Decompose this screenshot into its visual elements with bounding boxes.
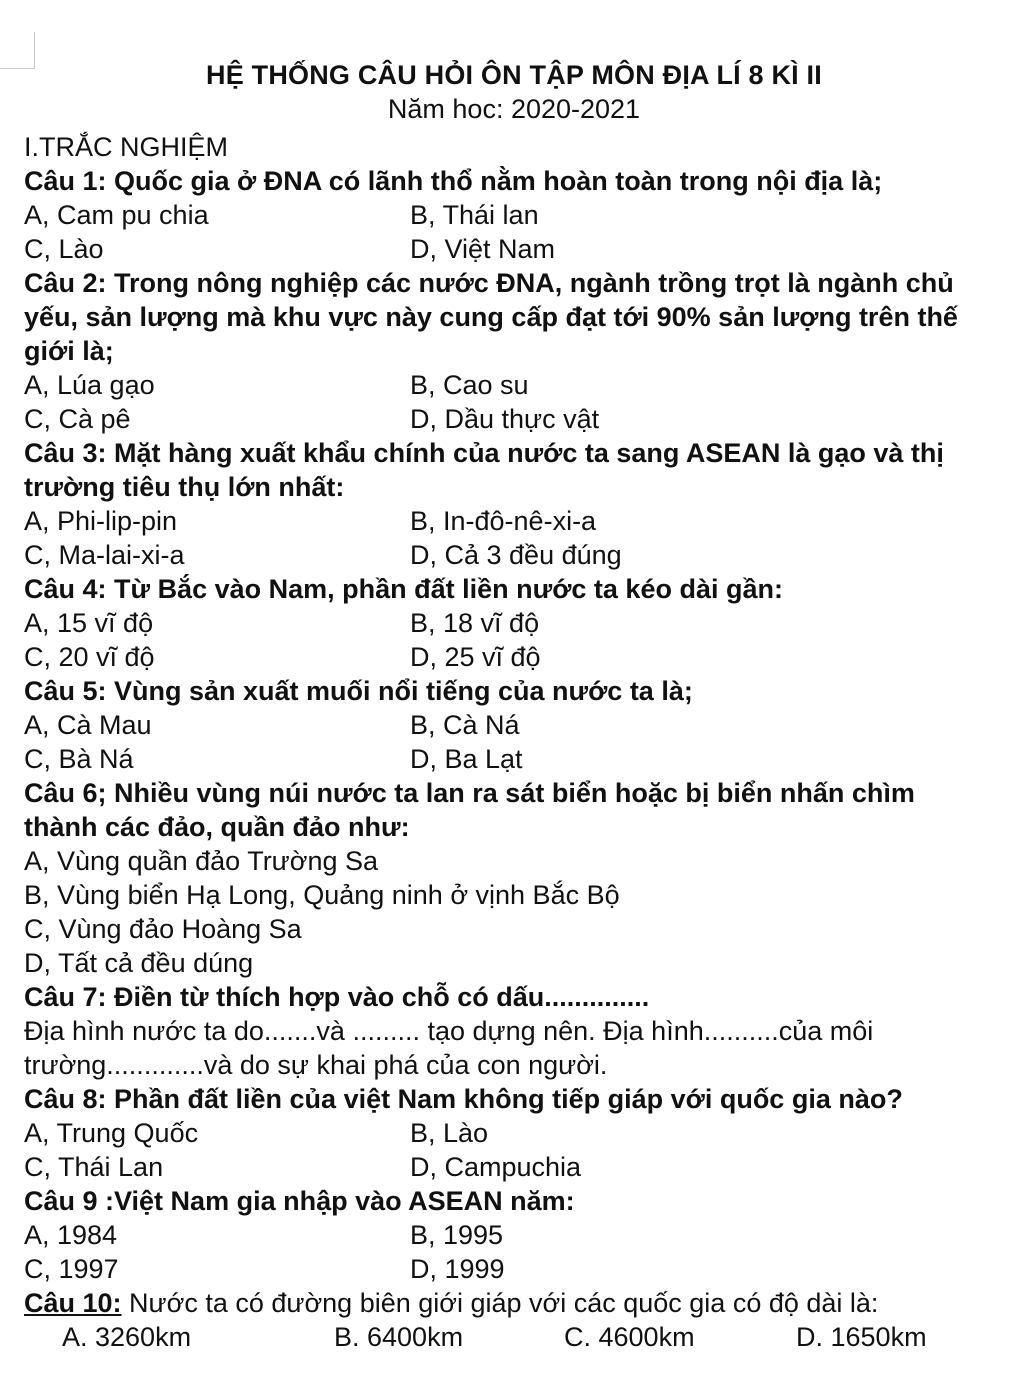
answer-option: C, Ma-lai-xi-a <box>24 540 185 570</box>
answer-option: C. 4600km <box>564 1322 695 1352</box>
answer-option: A, 1984 <box>24 1220 118 1250</box>
answer-option: A, 15 vĩ độ <box>24 608 154 638</box>
option-row <box>24 1320 1004 1354</box>
school-year: Năm hoc: 2020-2021 <box>387 94 641 124</box>
question-text-line: Câu 7: Điền từ thích hợp vào chỗ có dấu.............. <box>24 982 650 1012</box>
question-text-line: Câu 1: Quốc gia ở ĐNA có lãnh thổ nằm hoàn toàn trong nội địa là; <box>24 166 883 196</box>
question-5 <box>24 674 1004 776</box>
answer-option: C, 1997 <box>24 1254 119 1284</box>
question-text-line: Câu 3: Mặt hàng xuất khẩu chính của nước ta sang ASEAN là gạo và thị <box>24 438 944 468</box>
answer-option: D, Cả 3 đều đúng <box>410 540 622 570</box>
question-text-line: thành các đảo, quần đảo như: <box>24 812 410 842</box>
question-list <box>24 164 1004 1354</box>
answer-option: D, Tất cả đều dúng <box>24 948 254 978</box>
question-6 <box>24 776 1004 980</box>
question-4 <box>24 572 1004 674</box>
answer-option: C, Vùng đảo Hoàng Sa <box>24 914 302 944</box>
option-row <box>24 504 1004 538</box>
answer-option: D, Việt Nam <box>410 234 556 264</box>
question-10 <box>24 1286 1004 1354</box>
option-row <box>24 402 1004 436</box>
answer-option: A, Phi-lip-pin <box>24 506 178 536</box>
option-row <box>24 742 1004 776</box>
question-text-line: Câu 4: Từ Bắc vào Nam, phần đất liền nước ta kéo dài gần: <box>24 574 783 604</box>
question-text-line: Câu 6; Nhiều vùng núi nước ta lan ra sát biển hoặc bị biển nhấn chìm <box>24 778 915 808</box>
answer-option: D. 1650km <box>796 1322 927 1352</box>
answer-option: C, 20 vĩ độ <box>24 642 155 672</box>
question-text: Nước ta có đường biên giới giáp với các quốc gia có độ dài là: <box>121 1288 879 1318</box>
answer-option: B, In-đô-nê-xi-a <box>410 506 597 536</box>
answer-option: D, Campuchia <box>410 1152 582 1182</box>
answer-option: B, Cà Ná <box>410 710 520 740</box>
option-row <box>24 1252 1004 1286</box>
answer-option: A, Cam pu chia <box>24 200 209 230</box>
answer-option: A, Vùng quần đảo Trường Sa <box>24 846 379 876</box>
fill-in-text-line: trường.............và do sự khai phá của con người. <box>24 1050 608 1080</box>
answer-option: C, Thái Lan <box>24 1152 164 1182</box>
question-text-line: trường tiêu thụ lớn nhất: <box>24 472 345 502</box>
fill-in-text-line: Địa hình nước ta do.......và ......... tạo dựng nên. Địa hình..........của môi <box>24 1016 874 1046</box>
answer-option: D, 25 vĩ độ <box>410 642 541 672</box>
option-row <box>24 708 1004 742</box>
question-label: Câu 10: <box>24 1288 122 1318</box>
answer-option: D, Dầu thực vật <box>410 404 600 434</box>
document-page <box>24 58 1004 1354</box>
question-2 <box>24 266 1004 436</box>
question-text-line: Câu 8: Phần đất liền của việt Nam không tiếp giáp với quốc gia nào? <box>24 1084 903 1114</box>
option-row <box>24 538 1004 572</box>
answer-option: B, Vùng biển Hạ Long, Quảng ninh ở vịnh Bắc Bộ <box>24 880 620 910</box>
option-row <box>24 606 1004 640</box>
answer-option: A, Cà Mau <box>24 710 152 740</box>
option-row <box>24 368 1004 402</box>
question-3 <box>24 436 1004 572</box>
option-row <box>24 640 1004 674</box>
answer-option: B, Thái lan <box>410 200 539 230</box>
option-row <box>24 198 1004 232</box>
answer-option: B, Cao su <box>410 370 529 400</box>
question-text-line: Câu 5: Vùng sản xuất muối nổi tiếng của nước ta là; <box>24 676 693 706</box>
answer-option: A, Trung Quốc <box>24 1118 199 1148</box>
answer-option: D, 1999 <box>410 1254 505 1284</box>
answer-option: B, Lào <box>410 1118 489 1148</box>
answer-option: D, Ba Lạt <box>410 744 523 774</box>
answer-option: B, 1995 <box>410 1220 504 1250</box>
answer-option: A. 3260km <box>62 1322 192 1352</box>
answer-option: C, Cà pê <box>24 404 131 434</box>
document-title: HỆ THỐNG CÂU HỎI ÔN TẬP MÔN ĐỊA LÍ 8 KÌ II <box>206 60 822 90</box>
question-text-line: Câu 2: Trong nông nghiệp các nước ĐNA, ngành trồng trọt là ngành chủ <box>24 268 954 298</box>
question-text-line: Câu 9 :Việt Nam gia nhập vào ASEAN năm: <box>24 1186 575 1216</box>
question-9 <box>24 1184 1004 1286</box>
answer-option: B. 6400km <box>334 1322 464 1352</box>
section-heading: I.TRẮC NGHIỆM <box>24 132 229 162</box>
answer-option: A, Lúa gạo <box>24 370 155 400</box>
question-text-line: yếu, sản lượng mà khu vực này cung cấp đạt tới 90% sản lượng trên thế <box>24 302 958 332</box>
question-7 <box>24 980 1004 1082</box>
answer-option: B, 18 vĩ độ <box>410 608 540 638</box>
option-row <box>24 1150 1004 1184</box>
option-row <box>24 1116 1004 1150</box>
answer-option: C, Bà Ná <box>24 744 134 774</box>
answer-option: C, Lào <box>24 234 104 264</box>
question-text-line: giới là; <box>24 336 114 366</box>
option-row <box>24 1218 1004 1252</box>
option-row <box>24 232 1004 266</box>
question-8 <box>24 1082 1004 1184</box>
question-1 <box>24 164 1004 266</box>
question-text-line <box>24 1286 1004 1320</box>
